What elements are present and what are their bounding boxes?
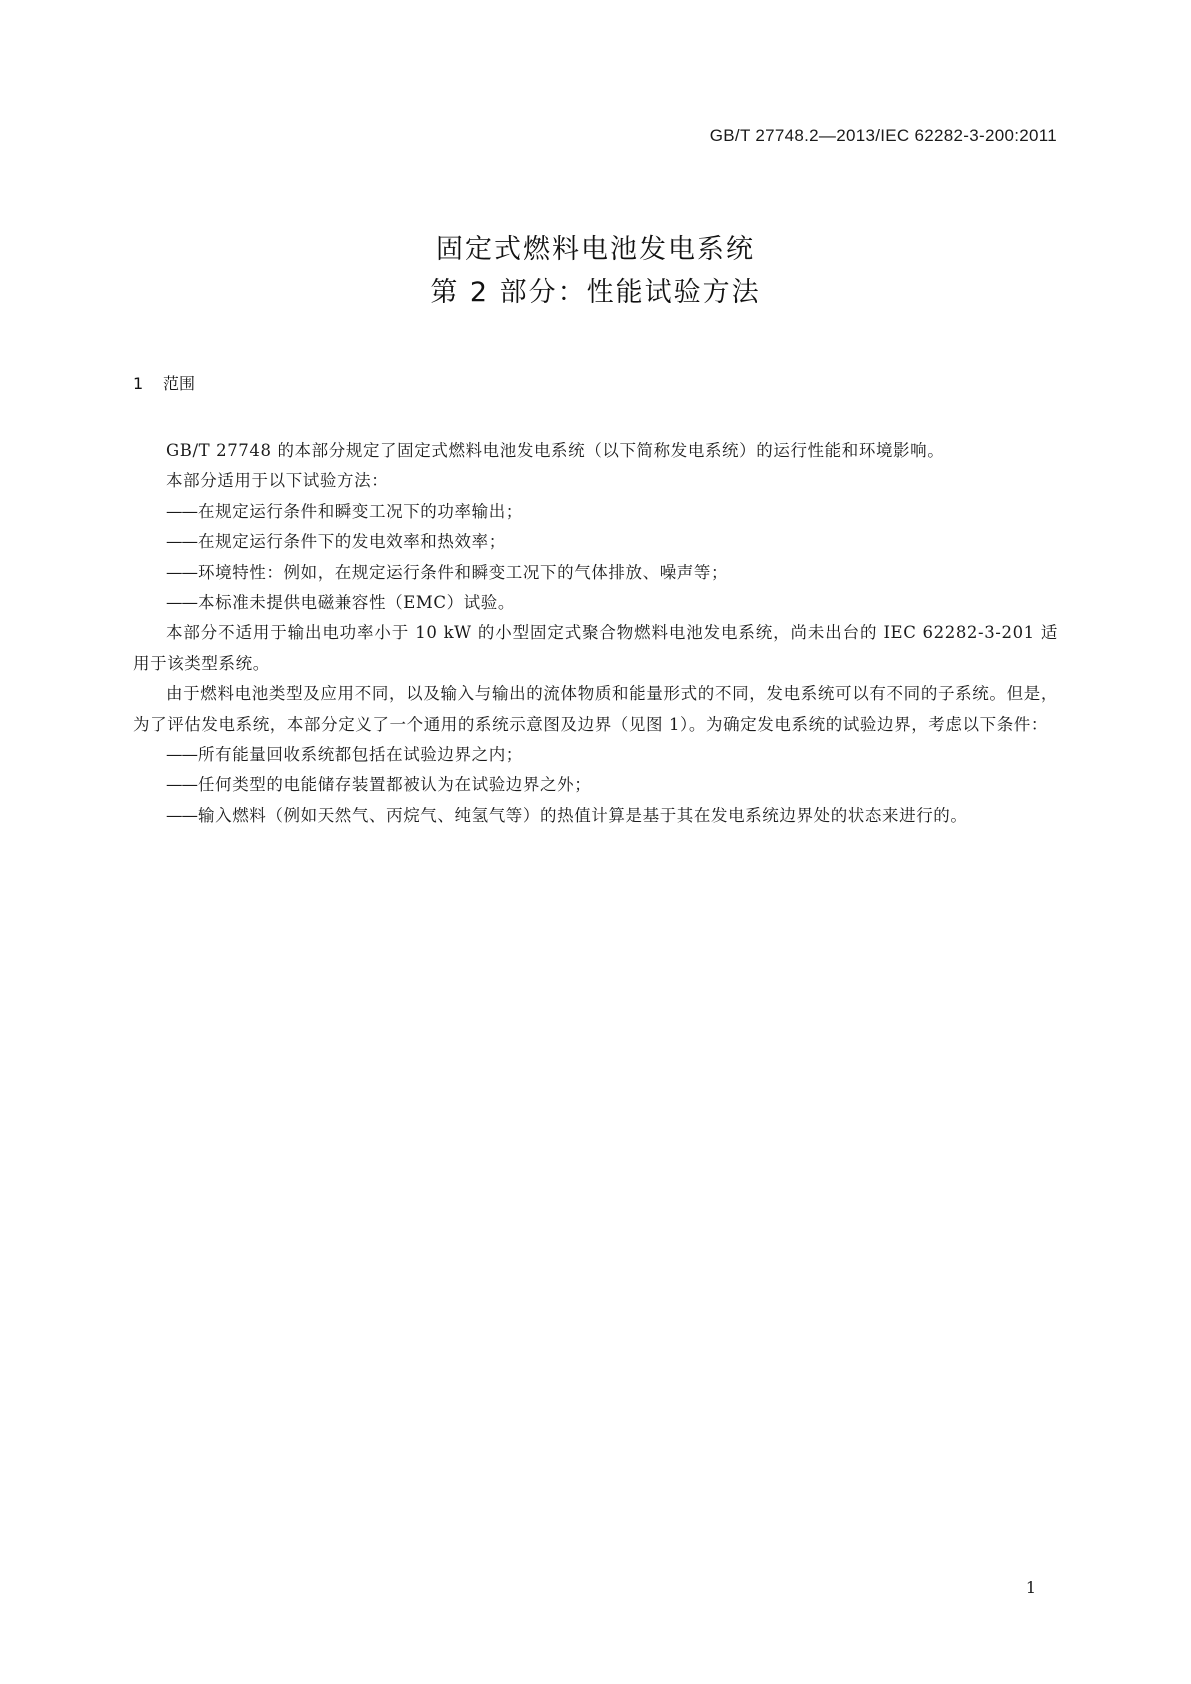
- paragraph-4: 由于燃料电池类型及应用不同，以及输入与输出的流体物质和能量形式的不同，发电系统可以有不同的子系统。但是，为了评估发电系统，本部分定义了一个通用的系统示意图及边界（见图 1）。为确定发电系统的试验边界，考虑以下条件：: [133, 684, 1058, 734]
- list-item: ——在规定运行条件下的发电效率和热效率；: [166, 532, 506, 552]
- list-item: ——输入燃料（例如天然气、丙烷气、纯氢气等）的热值计算是基于其在发电系统边界处的状态来进行的。: [166, 805, 968, 825]
- section-heading: [133, 371, 195, 394]
- paragraph-1: GB/T 27748 的本部分规定了固定式燃料电池发电系统（以下简称发电系统）的运行性能和环境影响。: [166, 441, 945, 460]
- dash-bullet: ——: [166, 775, 197, 795]
- list-item: ——本标准未提供电磁兼容性（EMC）试验。: [166, 593, 515, 613]
- title-line-1: 固定式燃料电池发电系统: [436, 234, 755, 265]
- paragraph-2: 本部分适用于以下试验方法：: [166, 471, 389, 491]
- dash-bullet: ——: [166, 745, 197, 765]
- section-body: [133, 436, 1058, 831]
- document-title: [0, 228, 1191, 314]
- dash-bullet: ——: [166, 532, 197, 552]
- standard-code: GB/T 27748.2—2013/IEC 62282-3-200:2011: [709, 126, 1057, 145]
- list-item: ——在规定运行条件和瞬变工况下的功率输出；: [166, 501, 523, 521]
- section-number: 1: [133, 374, 144, 393]
- paragraph-3: 本部分不适用于输出电功率小于 10 kW 的小型固定式聚合物燃料电池发电系统，尚未出台的 IEC 62282-3-201 适用于该类型系统。: [133, 623, 1058, 673]
- list-item: ——环境特性：例如，在规定运行条件和瞬变工况下的气体排放、噪声等；: [166, 562, 729, 582]
- title-line-2: 第 2 部分：性能试验方法: [430, 277, 761, 308]
- dash-bullet: ——: [166, 501, 197, 521]
- list-item: ——所有能量回收系统都包括在试验边界之内；: [166, 745, 523, 765]
- dash-bullet: ——: [166, 805, 197, 825]
- section-title: 范围: [163, 374, 196, 393]
- list-item: ——任何类型的电能储存装置都被认为在试验边界之外；: [166, 775, 592, 795]
- dash-bullet: ——: [166, 593, 197, 613]
- page-number: 1: [1025, 1578, 1036, 1597]
- dash-bullet: ——: [166, 562, 197, 582]
